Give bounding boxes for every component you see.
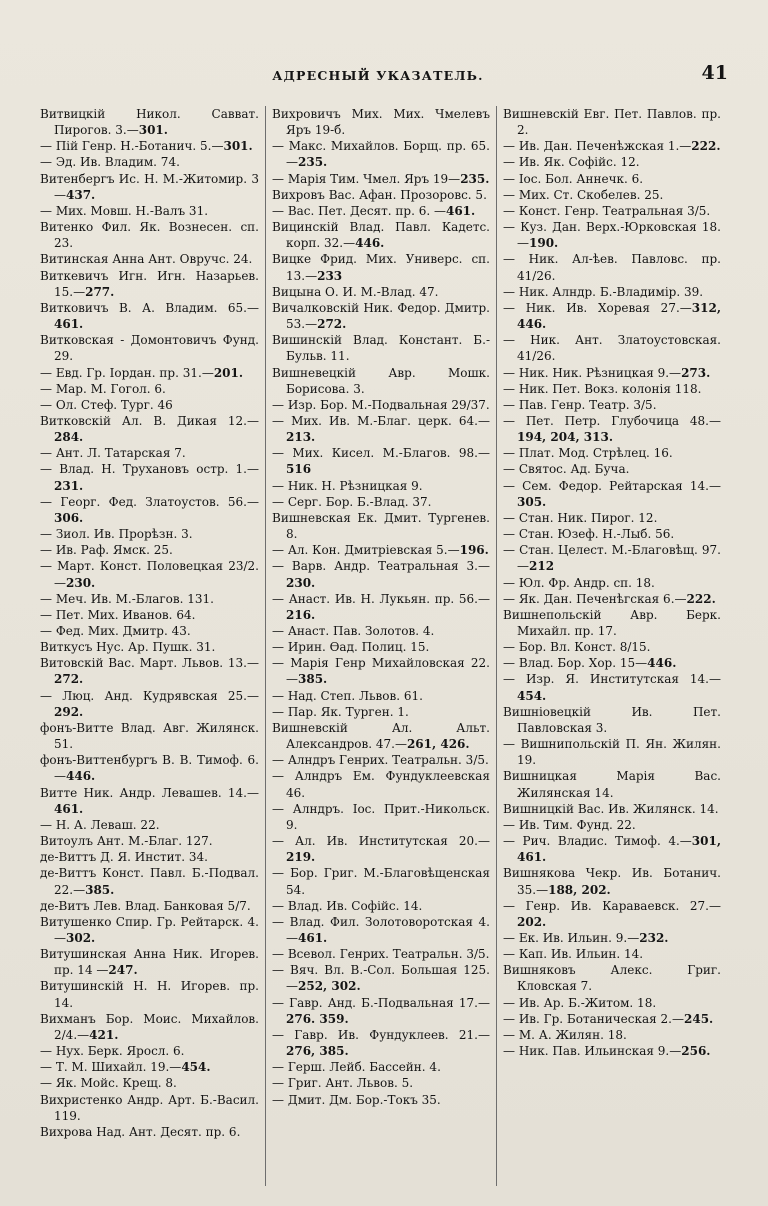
directory-entry: — Ник. Н. Рѣзницкая 9. xyxy=(272,478,423,493)
directory-entry: фонъ-Виттенбургъ В. В. Тимоф. 6.—446. xyxy=(40,753,259,784)
directory-entry: Вихристенко Андр. Арт. Б.-Васил. 119. xyxy=(40,1092,259,1123)
directory-entry: де-Виттъ Д. Я. Инстит. 34. xyxy=(40,850,208,865)
directory-entry: Вишневская Ек. Дмит. Тургенев. 8. xyxy=(272,510,490,542)
directory-entry: — Стан. Ник. Пирог. 12. xyxy=(503,510,658,525)
directory-entry: — Анаст. Ив. Н. Лукьян. пр. 56.—216. xyxy=(272,591,490,622)
directory-entry: — Стан. Юзеф. Н.-Лыб. 56. xyxy=(503,527,675,542)
directory-entry: — Бор. Вл. Конст. 8/15. xyxy=(503,640,651,655)
directory-entry: Вишневскій Ал. Альт. Александров. 47.—261, 426. xyxy=(272,720,490,752)
directory-entry: — Ив. Як. Софійс. 12. xyxy=(503,155,640,170)
directory-entry: — Гавр. Ив. Фундуклеев. 21.—276, 385. xyxy=(272,1027,490,1059)
directory-entry: — Алндръ Ем. Фундуклеевская 46. xyxy=(272,769,490,800)
directory-entry: Вишницкій Вас. Ив. Жилянск. 14. xyxy=(503,801,719,816)
page-number: 41 xyxy=(701,62,728,84)
directory-entry: — М. А. Жилян. 18. xyxy=(503,1027,627,1042)
directory-entry: — Григ. Ант. Львов. 5. xyxy=(272,1076,414,1091)
directory-entry: — Макс. Михайлов. Борщ. пр. 65.—235. xyxy=(272,139,490,170)
directory-entry: Вишняковъ Алекс. Григ. Кловская 7. xyxy=(503,963,721,994)
directory-entry: — Мих. Ив. М.-Благ. церк. 64.—213. xyxy=(272,413,490,445)
directory-entry: — Март. Конст. Половецкая 23/2.—230. xyxy=(40,559,259,590)
directory-entry: — Ив. Дан. Печенѣжская 1.—222. xyxy=(503,139,721,154)
directory-entry: Витушинская Анна Ник. Игорев. пр. 14 —247. xyxy=(40,947,259,978)
directory-entry: — Влад. Бор. Хор. 15—446. xyxy=(503,656,677,671)
directory-entry: — Пет. Мих. Иванов. 64. xyxy=(40,607,196,622)
directory-entry: — Влад. Ив. Софійс. 14. xyxy=(272,898,423,913)
directory-entry: фонъ-Витте Влад. Авг. Жилянск. 51. xyxy=(40,720,259,752)
directory-entry: — Куз. Дан. Верх.-Юрковская 18.—190. xyxy=(503,220,721,251)
directory-entry: — Алндръ Генрих. Театральн. 3/5. xyxy=(272,753,489,768)
directory-entry: — Сем. Федор. Рейтарская 14.—305. xyxy=(503,478,721,509)
directory-entry: — Ник. Алндр. Б.-Владимір. 39. xyxy=(503,284,704,299)
directory-entry: — Пав. Генр. Театр. 3/5. xyxy=(503,397,657,412)
directory-entry: Витковскій Ал. В. Дикая 12.—284. xyxy=(40,413,259,445)
directory-entry: Вихровичъ Мих. Мих. Чмелевъ Яръ 19-б. xyxy=(272,107,490,138)
directory-entry: — Ал. Ив. Институтская 20.—219. xyxy=(272,834,490,865)
directory-entry: — Фед. Мих. Дмитр. 43. xyxy=(40,624,191,638)
address-columns xyxy=(34,106,728,1186)
directory-entry: — Ник. Ник. Рѣзницкая 9.—273. xyxy=(503,365,711,380)
directory-entry: — Марія Тим. Чмел. Яръ 19—235. xyxy=(272,171,490,186)
directory-entry: Витушинскій Н. Н. Игорев. пр. 14. xyxy=(40,979,259,1010)
directory-entry: — Мих. Ст. Скобелев. 25. xyxy=(503,187,664,202)
directory-entry: — Марія Генр Михайловская 22.—385. xyxy=(272,656,490,687)
directory-entry: — Ник. Пав. Ильинская 9.—256. xyxy=(503,1044,711,1059)
directory-entry: — Плат. Мод. Стрѣлец. 16. xyxy=(503,446,673,461)
directory-entry: — Зиол. Ив. Прорѣзн. 3. xyxy=(40,527,193,542)
column-left xyxy=(34,106,265,1186)
directory-entry: — Стан. Целест. М.-Благовѣщ. 97.—212 xyxy=(503,543,721,574)
page-header xyxy=(28,62,728,88)
directory-entry: — Мих. Кисел. М.-Благов. 98.—516 xyxy=(272,446,490,477)
directory-entry: де-Виттъ Конст. Павл. Б.-Подвал. 22.—385. xyxy=(40,866,259,897)
directory-entry: Вишніовецкій Ив. Пет. Павловская 3. xyxy=(503,704,721,735)
directory-entry: Вишнякова Чекр. Ив. Ботанич. 35.—188, 202. xyxy=(503,866,721,897)
directory-entry: Виткусъ Нус. Ар. Пушк. 31. xyxy=(40,640,216,655)
directory-entry: де-Витъ Лев. Влад. Банковая 5/7. xyxy=(40,898,251,913)
directory-entry: — Нух. Берк. Яросл. 6. xyxy=(40,1044,185,1059)
directory-entry: — Ол. Стеф. Тург. 46 xyxy=(40,397,173,412)
directory-entry: — Влад. Н. Трухановъ остр. 1.—231. xyxy=(40,462,259,493)
directory-entry: Витинская Анна Ант. Овручс. 24. xyxy=(40,252,253,267)
directory-entry: — Варв. Андр. Театральная 3.—230. xyxy=(272,559,490,590)
directory-entry: — Генр. Ив. Караваевск. 27.—202. xyxy=(503,898,721,929)
directory-entry: — Ник. Пет. Вокз. колонія 118. xyxy=(503,381,702,396)
directory-entry: Вишнепольскій Авр. Берк. Михайл. пр. 17. xyxy=(503,607,721,638)
directory-entry: — Алндръ. Іос. Прит.-Никольск. 9. xyxy=(272,801,490,832)
directory-entry: Вишницкая Марія Вас. Жилянская 14. xyxy=(503,769,721,800)
directory-entry: — Іос. Бол. Аннечк. 6. xyxy=(503,171,644,186)
directory-entry: — Пет. Петр. Глубочица 48.—194, 204, 313. xyxy=(503,413,721,445)
directory-entry: Вишневскій Евг. Пет. Павлов. пр. 2. xyxy=(503,107,721,138)
directory-entry: — Як. Мойс. Крещ. 8. xyxy=(40,1076,177,1091)
directory-entry: Вишневецкій Авр. Мошк. Борисова. 3. xyxy=(272,365,490,396)
column-middle xyxy=(265,106,496,1186)
directory-entry: — Всевол. Генрих. Театральн. 3/5. xyxy=(272,947,490,962)
directory-entry: — Влад. Фил. Золотоворотская 4.—461. xyxy=(272,914,490,945)
directory-entry: — Изр. Я. Институтская 14.—454. xyxy=(503,672,721,703)
directory-entry: — Вяч. Вл. В.-Сол. Большая 125.—252, 302. xyxy=(272,963,490,994)
directory-entry: — Ив. Ар. Б.-Житом. 18. xyxy=(503,995,657,1010)
directory-entry: — Т. М. Шихайл. 19.—454. xyxy=(40,1060,211,1075)
directory-entry: Витенбергъ Ис. Н. М.-Житомир. 3—437. xyxy=(40,171,259,202)
directory-entry: Вицына О. И. М.-Влад. 47. xyxy=(272,284,439,299)
directory-entry: — Герш. Лейб. Бассейн. 4. xyxy=(272,1060,441,1075)
directory-entry: — Мар. М. Гогол. 6. xyxy=(40,381,166,396)
directory-entry: — Пій Генр. Н.-Ботанич. 5.—301. xyxy=(40,139,253,154)
directory-entry: — Бор. Григ. М.-Благовѣщенская 54. xyxy=(272,866,490,897)
directory-entry: — Евд. Гр. Іордан. пр. 31.—201. xyxy=(40,365,244,380)
directory-entry: — Вас. Пет. Десят. пр. 6. —461. xyxy=(272,203,476,218)
directory-entry: Вихрова Над. Ант. Десят. пр. 6. xyxy=(40,1124,241,1139)
directory-entry: — Н. А. Леваш. 22. xyxy=(40,817,160,832)
directory-entry: Вичалковскій Ник. Федор. Дмитр. 53.—272. xyxy=(272,300,490,332)
column-right xyxy=(496,106,727,1186)
directory-entry: Витковская - Домонтовичъ Фунд. 29. xyxy=(40,333,259,364)
directory-entry: Вицке Фрид. Мих. Универс. сп. 13.—233 xyxy=(272,252,490,283)
directory-entry: — Вишнипольскій П. Ян. Жилян. 19. xyxy=(503,737,721,768)
directory-entry: — Изр. Бор. М.-Подвальная 29/37. xyxy=(272,397,490,412)
running-title: АДРЕСНЫЙ УКАЗАТЕЛЬ. xyxy=(272,68,484,83)
directory-entry: Витовскій Вас. Март. Львов. 13.—272. xyxy=(40,656,259,687)
directory-entry: — Эд. Ив. Владим. 74. xyxy=(40,155,180,170)
directory-entry: Витте Ник. Андр. Левашев. 14.—461. xyxy=(40,785,259,816)
directory-entry: — Ник. Ив. Хоревая 27.—312, 446. xyxy=(503,300,721,332)
directory-entry: — Ник. Ант. Златоустовская. 41/26. xyxy=(503,333,721,364)
directory-entry: — Ант. Л. Татарская 7. xyxy=(40,446,186,461)
directory-entry: Виткевичъ Игн. Игн. Назарьев. 15.—277. xyxy=(40,268,259,299)
directory-entry: Витушенко Спир. Гр. Рейтарск. 4.—302. xyxy=(40,914,259,945)
directory-entry: — Серг. Бор. Б.-Влад. 37. xyxy=(272,494,432,509)
directory-entry: — Ив. Гр. Ботаническая 2.—245. xyxy=(503,1011,714,1026)
directory-entry: Вихманъ Бор. Моис. Михайлов. 2/4.—421. xyxy=(40,1011,259,1042)
directory-entry: — Люц. Анд. Кудрявская 25.—292. xyxy=(40,688,259,719)
directory-entry: Вицинскій Влад. Павл. Кадетс. корп. 32.—446. xyxy=(272,220,490,251)
directory-entry: — Кап. Ив. Ильин. 14. xyxy=(503,947,644,962)
directory-entry: — Георг. Фед. Златоустов. 56.—306. xyxy=(40,494,259,525)
directory-entry: — Ник. Ал-ѣев. Павловс. пр. 41/26. xyxy=(503,252,721,283)
directory-entry: — Святос. Ад. Буча. xyxy=(503,462,630,477)
directory-entry: — Гавр. Анд. Б.-Подвальная 17.—276. 359. xyxy=(272,995,490,1026)
directory-entry: — Ив. Тим. Фунд. 22. xyxy=(503,817,636,832)
directory-entry: — Дмит. Дм. Бор.-Токъ 35. xyxy=(272,1092,441,1107)
directory-entry: Вихровъ Вас. Афан. Прозоровс. 5. xyxy=(272,187,487,202)
directory-entry: — Конст. Генр. Театральная 3/5. xyxy=(503,203,711,218)
directory-entry: — Юл. Фр. Андр. сп. 18. xyxy=(503,575,655,590)
directory-entry: Витковичъ В. А. Владим. 65.—461. xyxy=(40,300,259,332)
directory-entry: Витвицкій Никол. Савват. Пирогов. 3.—301. xyxy=(40,107,259,138)
directory-entry: — Мих. Мовш. Н.-Валъ 31. xyxy=(40,203,209,218)
directory-entry: — Ал. Кон. Дмитріевская 5.—196. xyxy=(272,543,489,558)
directory-entry: — Пар. Як. Турген. 1. xyxy=(272,704,409,719)
directory-entry: Витенко Фил. Як. Вознесен. сп. 23. xyxy=(40,220,259,251)
directory-entry: — Як. Дан. Печенѣгская 6.—222. xyxy=(503,591,716,606)
directory-entry: Витоулъ Ант. М.-Благ. 127. xyxy=(40,834,213,849)
directory-entry: — Анаст. Пав. Золотов. 4. xyxy=(272,624,435,638)
directory-entry: Вишинскій Влад. Констант. Б.-Бульв. 11. xyxy=(272,333,490,364)
directory-entry: — Над. Степ. Львов. 61. xyxy=(272,688,423,703)
directory-entry: — Ек. Ив. Ильин. 9.—232. xyxy=(503,930,669,945)
directory-entry: — Рич. Владис. Тимоф. 4.—301, 461. xyxy=(503,834,721,865)
directory-entry: — Ирин. Өад. Полиц. 15. xyxy=(272,640,430,655)
directory-entry: — Меч. Ив. М.-Благов. 131. xyxy=(40,591,214,606)
directory-entry: — Ив. Раф. Ямск. 25. xyxy=(40,543,173,558)
